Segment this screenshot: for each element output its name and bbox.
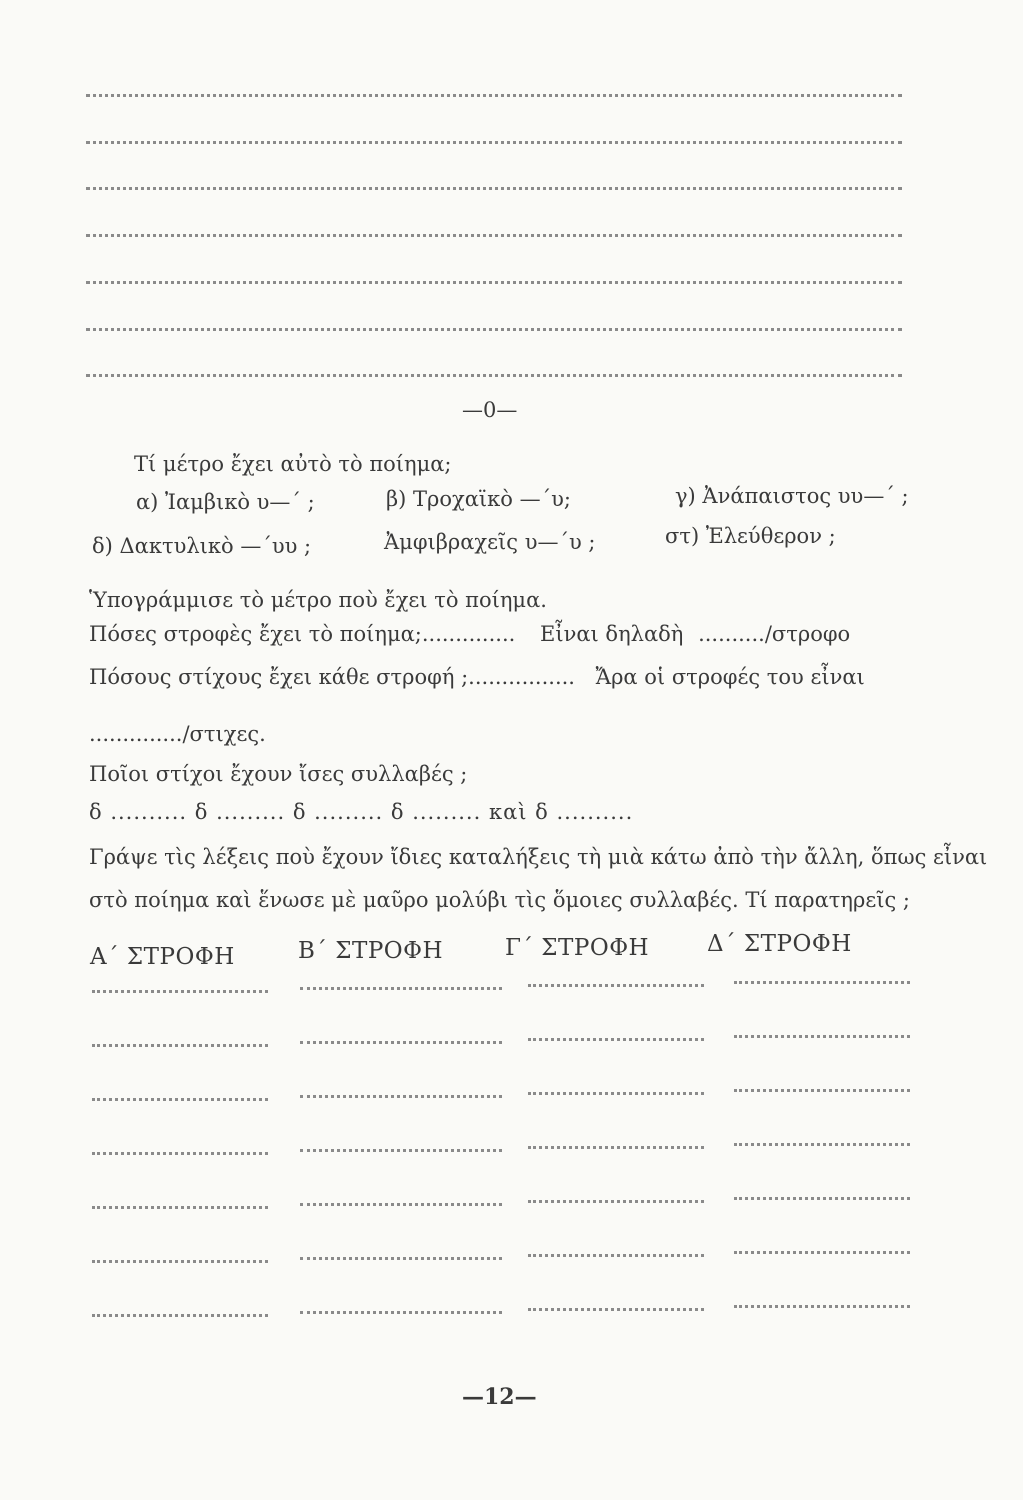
- dotted-line: [86, 234, 902, 237]
- column-header-d: Δ΄ ΣΤΡΟΦΗ: [707, 931, 852, 957]
- column-dotted-line: [92, 1206, 268, 1209]
- verses-blank-2: ..............: [89, 722, 183, 746]
- write-instruction-2: στὸ ποίημα καὶ ἕνωσε μὲ μαῦρο μολύβι τὶς ὅμοιες συλλαβές. Τί παρατηρεῖς ;: [89, 888, 910, 912]
- column-dotted-line: [92, 1260, 268, 1263]
- verses-q-text: Πόσους στίχους ἔχει κάθε στροφή ;: [89, 665, 469, 689]
- column-dotted-line: [528, 984, 704, 987]
- column-dotted-line: [300, 1095, 502, 1098]
- question-meter: Τί μέτρο ἔχει αὐτὸ τὸ ποίημα;: [134, 452, 452, 476]
- dotted-line: [86, 94, 902, 97]
- column-dotted-line: [300, 1257, 502, 1260]
- verses-mid-text: Ἄρα οἱ στροφές του εἶναι: [595, 665, 865, 689]
- column-dotted-line: [300, 1203, 502, 1206]
- underline-instruction: Ὑπογράμμισε τὸ μέτρο ποὺ ἔχει τὸ ποίημα.: [89, 588, 547, 612]
- stanzas-blank: ..............: [421, 622, 516, 646]
- column-dotted-line: [528, 1038, 704, 1041]
- column-dotted-line: [92, 1314, 268, 1317]
- column-dotted-line: [734, 1197, 910, 1200]
- dotted-line: [86, 281, 902, 284]
- column-dotted-line: [300, 987, 502, 990]
- stanzas-mid-text: Εἶναι δηλαδὴ: [540, 622, 684, 646]
- column-dotted-line: [300, 1149, 502, 1152]
- dotted-line: [86, 141, 902, 144]
- dotted-line: [86, 374, 902, 377]
- write-instruction-1: Γράψε τὶς λέξεις ποὺ ἔχουν ἴδιες καταλήξεις τὴ μιὰ κάτω ἀπὸ τὴν ἄλλη, ὅπως εἶναι: [89, 845, 988, 869]
- column-dotted-line: [300, 1041, 502, 1044]
- verses-blank: ................: [468, 665, 575, 689]
- column-header-c: Γ΄ ΣΤΡΟΦΗ: [505, 935, 650, 961]
- option-amphibrach: Ἀμφιβραχεῖς υ—΄υ ;: [384, 530, 596, 554]
- verses-end-text: /στιχες.: [182, 722, 266, 746]
- option-iambic: α) Ἰαμβικὸ υ—΄ ;: [136, 490, 315, 514]
- column-dotted-line: [734, 1143, 910, 1146]
- option-dactylic: δ) Δακτυλικὸ —΄υυ ;: [92, 534, 312, 558]
- column-dotted-line: [734, 1035, 910, 1038]
- column-dotted-line: [528, 1254, 704, 1257]
- column-dotted-line: [92, 1152, 268, 1155]
- column-dotted-line: [734, 1089, 910, 1092]
- column-dotted-line: [528, 1092, 704, 1095]
- column-dotted-line: [528, 1146, 704, 1149]
- section-divider: —0—: [462, 398, 518, 422]
- column-dotted-line: [734, 981, 910, 984]
- option-free-verse: στ) Ἐλεύθερον ;: [665, 524, 836, 548]
- stanzas-q-text: Πόσες στροφὲς ἔχει τὸ ποίημα;: [89, 622, 422, 646]
- column-dotted-line: [92, 1044, 268, 1047]
- page-number: —12—: [462, 1384, 537, 1410]
- column-header-a: Α΄ ΣΤΡΟΦΗ: [90, 944, 235, 970]
- column-dotted-line: [528, 1308, 704, 1311]
- dotted-line: [86, 187, 902, 190]
- option-trochaic: β) Τροχαϊκὸ —΄υ;: [386, 487, 571, 511]
- column-header-b: Β΄ ΣΤΡΟΦΗ: [298, 938, 444, 964]
- verses-line-2: [89, 722, 266, 746]
- column-dotted-line: [528, 1200, 704, 1203]
- column-dotted-line: [734, 1251, 910, 1254]
- stanzas-question: [89, 622, 850, 646]
- column-dotted-line: [92, 1098, 268, 1101]
- dotted-line: [86, 328, 902, 331]
- column-dotted-line: [300, 1311, 502, 1314]
- stanzas-end-text: /στροφο: [764, 622, 851, 646]
- syllables-question: Ποῖοι στίχοι ἔχουν ἴσες συλλαβές ;: [89, 762, 468, 786]
- option-anapaest: γ) Ἀνάπαιστος υυ—΄ ;: [675, 484, 909, 508]
- stanzas-blank-2: ..........: [698, 622, 765, 646]
- syllables-line: δ .......... δ ......... δ ......... δ ......... καὶ δ ..........: [89, 800, 634, 824]
- verses-question: [89, 665, 865, 689]
- column-dotted-line: [92, 990, 268, 993]
- column-dotted-line: [734, 1305, 910, 1308]
